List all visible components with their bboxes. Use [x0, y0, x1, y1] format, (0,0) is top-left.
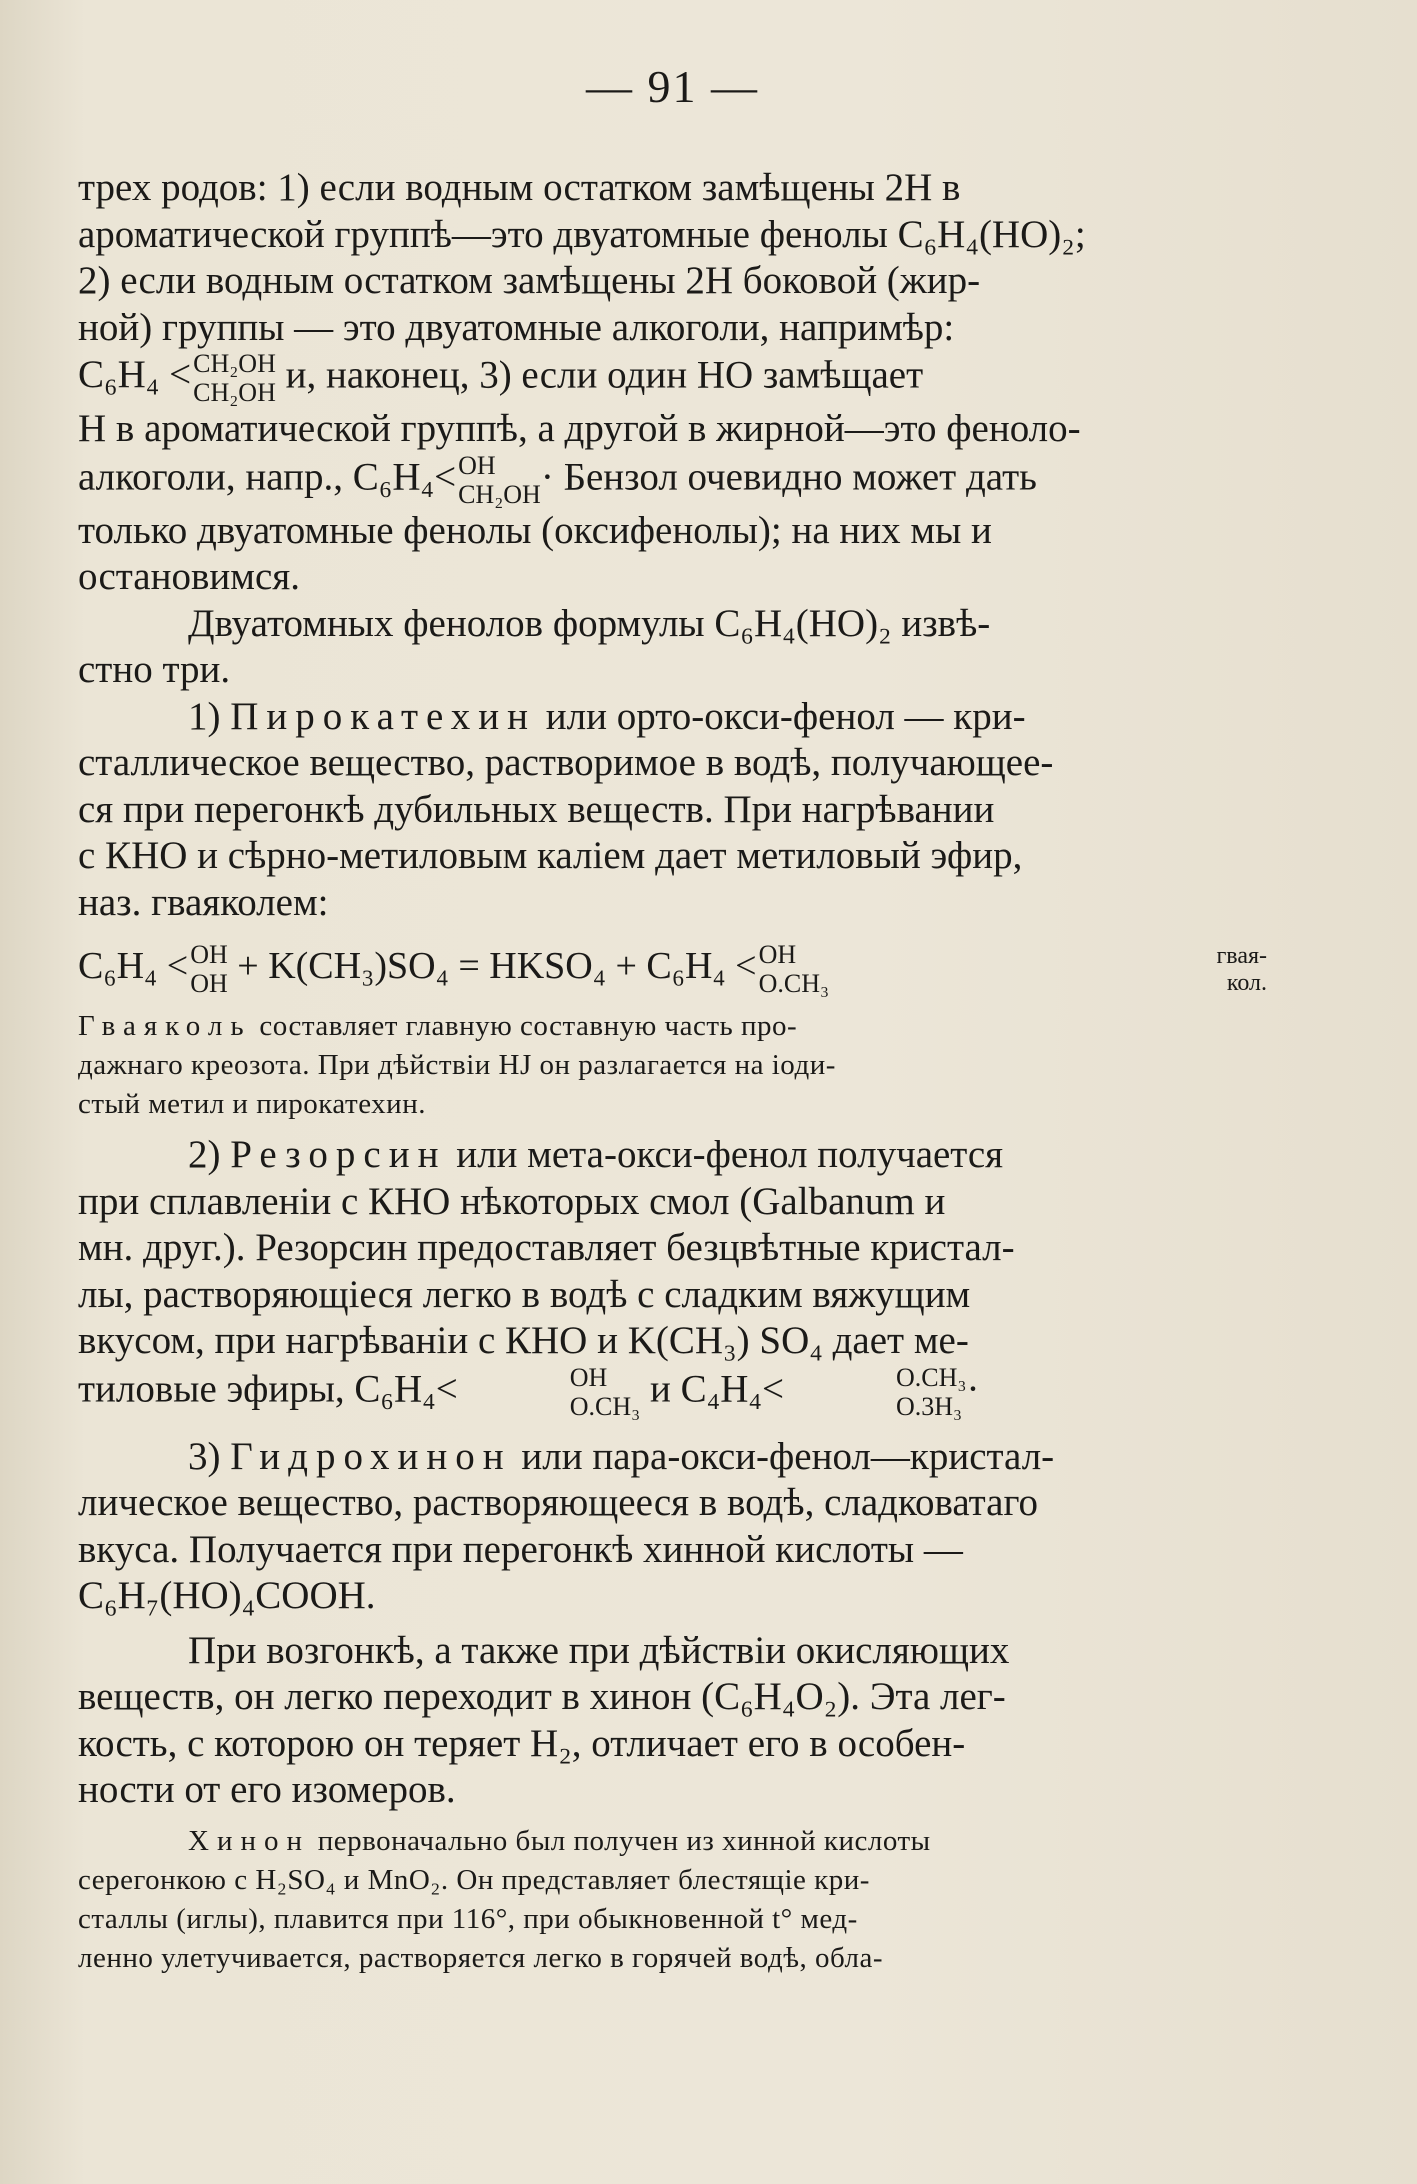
text-line: · Бензол очевидно может дать — [540, 454, 1037, 498]
term-resorcin: Резорсин — [230, 1133, 447, 1176]
guaiacol-equation: C₆H₄ < OH OH + K(CH₃)SO₄ = HKSO₄ + C₆H₄ < OH O.CH₃ гвая- кол. — [78, 940, 1267, 998]
term-quinone: Хинон — [188, 1824, 311, 1857]
text-line: и, наконец, 3) если один НО замѣщает — [275, 353, 924, 397]
text-line: мн. друг.). Резорсин предоставляет безцвѣтные кристал- — [78, 1226, 1015, 1269]
text-line: При возгонкѣ, а также при дѣйствіи окисляющих — [188, 1628, 1010, 1672]
text-line: серегонкою с H₂SO₄ и MnO₂. Он представляет блестящіе кри- — [78, 1863, 870, 1896]
term-hydroquinone: Гидрохинон — [230, 1434, 512, 1478]
text-line: ароматической группѣ—это двуатомные фенолы C₆H₄(HO)₂; — [78, 212, 1086, 256]
substituent-stack: OH OH — [190, 940, 228, 998]
note-guaiacol: Гваяколь составляет главную составную часть про- дажнаго креозота. При дѣйствіи HJ он разлагается на іоди- стый метил и пирокатехин. — [78, 1010, 836, 1120]
paragraph-pyrocatechin: 1) Пирокатехин или орто-окси-фенол — кри- сталлическое вещество, растворимое в водѣ, получающее- ся при перегонкѣ дубильных веществ. При нагрѣвании с КНО и сѣрно-метиловым каліем дает метиловый эфир, наз. гваяколем: — [78, 694, 1054, 924]
text-line: ной) группы — это двуатомные алкоголи, напримѣр: — [78, 305, 955, 349]
text-line: алкоголи, напр., C₆H₄< — [78, 454, 457, 498]
text-line: остановимся. — [78, 555, 300, 598]
text-line: ности от его изомеров. — [78, 1768, 456, 1811]
note-quinone: Хинон первоначально был получен из хинной кислоты серегонкою с H₂SO₄ и MnO₂. Он представляет блестящіе кри- сталлы (иглы), плавится при 116°, при обыкновенной t° мед- ленно улетучивается, растворяется легко в горячей водѣ, обла- — [78, 1824, 931, 1974]
text-line: наз. гваяколем: — [78, 880, 329, 924]
paragraph-resorcin: 2) Резорсин или мета-окси-фенол получается при сплавленіи с КНО нѣкоторых смол (Galbanum и мн. друг.). Резорсин предоставляет безцвѣтные кристал- лы, растворяющіеся легко в водѣ с сладким вяжущим вкусом, при нагрѣваніи с КНО и K(CH₃) SO₄ дает ме- тиловые эфиры, C₆H₄< OH O.CH₃ и C₄H₄< O.CH₃ O.3H₃ · — [78, 1133, 1015, 1421]
substituent-stack: OH O.CH₃ — [569, 1362, 641, 1421]
text-line: сталлы (иглы), плавится при 116°, при обыкновенной t° мед- — [78, 1902, 858, 1935]
text-line: лическое вещество, растворяющееся в водѣ, сладковатаго — [78, 1481, 1039, 1524]
text-line: веществ, он легко переходит в хинон (C₆H₄O₂). Эта лег- — [78, 1675, 1006, 1718]
text-line: только двуатомные фенолы (оксифенолы); на них мы и — [78, 508, 992, 552]
substituent-stack: OH O.CH₃ — [758, 940, 830, 998]
substituent-stack: CH₂OH CH₂OH — [193, 349, 276, 407]
text-line: при сплавленіи с КНО нѣкоторых смол (Galbanum и — [78, 1179, 946, 1223]
text-line: вкуса. Получается при перегонкѣ хинной кислоты — — [78, 1527, 963, 1571]
main-text-2 — [78, 1132, 1267, 1814]
paragraph-types — [78, 165, 1267, 601]
text-line: C₆H₇(HO)₄COOH. — [78, 1574, 376, 1617]
text-line: лы, растворяющіеся легко в водѣ с сладким вяжущим — [78, 1272, 971, 1316]
text-line: сталлическое вещество, растворимое в водѣ, получающее- — [78, 741, 1054, 784]
text-line: стно три. — [78, 648, 231, 691]
page-number: — 91 — — [586, 61, 759, 112]
text-line: 2) если водным остатком замѣщены 2Н боковой (жир- — [78, 259, 981, 302]
main-text — [78, 165, 1267, 997]
substituent-stack: OH CH₂OH — [458, 450, 541, 509]
paragraph-sublimation — [78, 1628, 1267, 1814]
text-line: стый метил и пирокатехин. — [78, 1088, 426, 1120]
equation-label: гвая- кол. — [1216, 943, 1267, 996]
text-line: Н в ароматической группѣ, а другой в жирной—это феноло- — [78, 407, 1081, 450]
text-line: кость, с которою он теряет H₂, отличает его в особен- — [78, 1721, 966, 1765]
text-line: трех родов: 1) если водным остатком замѣщены 2Н в — [78, 166, 961, 209]
text-line: вкусом, при нагрѣваніи с КНО и K(CH₃) SO₄ дает ме- — [78, 1319, 969, 1362]
paragraph-count — [78, 601, 1267, 694]
text-line: с КНО и сѣрно-метиловым каліем дает метиловый эфир, — [78, 834, 1023, 877]
paragraph-hydroquinone: 3) Гидрохинон или пара-окси-фенол—кристал- лическое вещество, растворяющееся в водѣ, сладковатаго вкуса. Получается при перегонкѣ хинной кислоты — C₆H₇(HO)₄COOH. — [78, 1434, 1055, 1617]
text-line: Двуатомных фенолов формулы C₆H₄(HO)₂ извѣ- — [188, 601, 991, 645]
text-line: дажнаго креозота. При дѣйствіи HJ он разлагается на іоди- — [78, 1049, 836, 1081]
formula-dialcohol: C₆H₄ < CH₂OH CH₂OH — [78, 349, 276, 407]
substituent-stack: O.CH₃ O.3H₃ — [896, 1362, 967, 1421]
term-pyrocatechin: Пирокатехин — [230, 694, 537, 738]
text-line: ленно улетучивается, растворяется легко в горячей водѣ, обла- — [78, 1941, 883, 1974]
term-guaiacol: Гваяколь — [78, 1010, 252, 1042]
text-line: ся при перегонкѣ дубильных веществ. При нагрѣвании — [78, 787, 995, 831]
